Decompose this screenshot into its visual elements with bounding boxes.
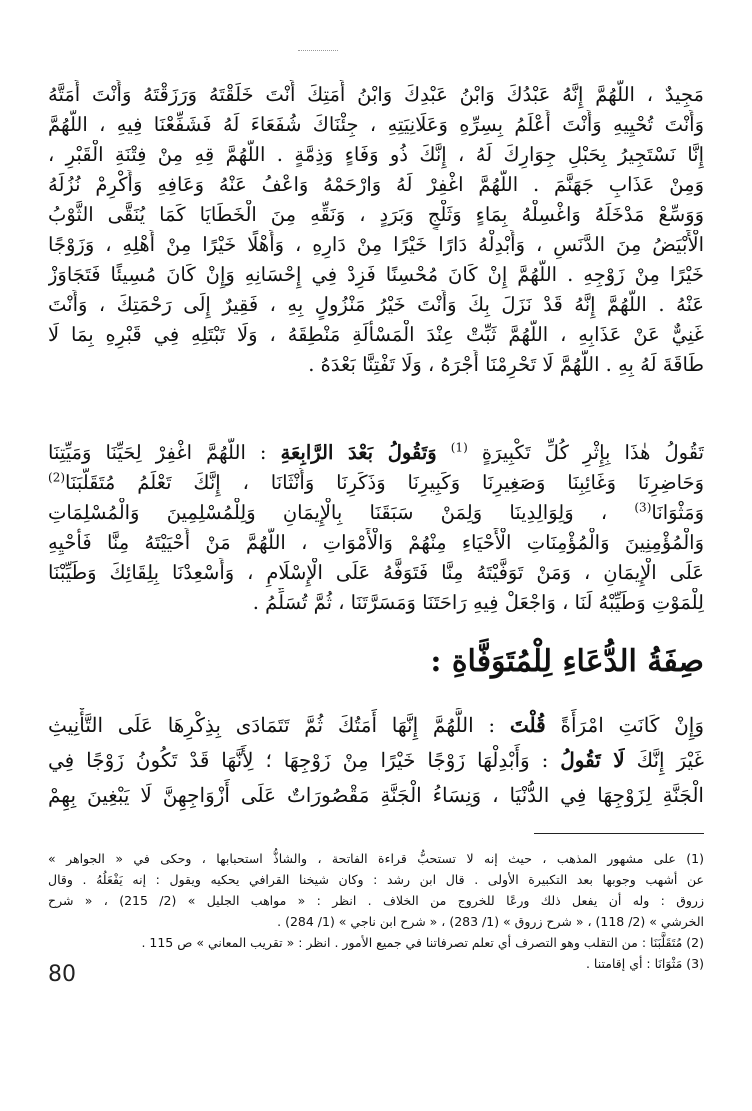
text-line: وَوَسِّعْ مَدْخَلَهُ وَاغْسِلْهُ بِمَاءٍ وَثَلْجٍ وَبَرَدٍ ، وَنَقِّهِ مِنَ الْخَطَايَا كَمَا يُنَقَّى الثَّوْبُ: [48, 203, 704, 226]
text-line: [48, 743, 704, 778]
footnote-line: عن أشهب وجوبها بعد التكبيرة الأولى . قال ابن رشد : وكان شيخنا القرافي يحكيه ويقول : إنه يَفْعَلُهُ . وقال: [48, 872, 704, 887]
text-line: خَيْرًا مِنْ زَوْجِهِ . اللَّهُمَّ إِنْ كَانَ مُحْسِنًا فَزِدْ فِي إِحْسَانِهِ وَإِنْ كَانَ مُسِيئًا فَتَجَاوَزْ: [48, 263, 704, 286]
text-line: عَنْهُ . اللَّهُمَّ إِنَّهُ قَدْ نَزَلَ بِكَ وَأَنْتَ خَيْرُ مَنْزُولٍ بِهِ ، فَقِيرٌ إِلَى رَحْمَتِكَ ، وَأَنْتَ: [48, 293, 704, 316]
text-line: [48, 468, 704, 498]
footnote-ref-2: (2): [48, 470, 66, 485]
text-line: [48, 498, 704, 528]
footnote-ref-1: (1): [450, 440, 468, 455]
text-line: لِلْمَوْتِ وَطَيِّبْهُ لَنَا ، وَاجْعَلْ فِيهِ رَاحَتَنَا وَمَسَرَّتَنَا ، ثُمَّ تُسَلِّمُ .: [252, 591, 704, 614]
text-segment: : اللَّهُمَّ إِنَّهَا أَمَتُكَ ثُمَّ تَتَمَادَى بِذِكْرِهَا عَلَى التَّأْنِيثِ: [48, 713, 496, 737]
section-heading: صِفَةُ الدُّعَاءِ لِلْمُتَوَفَّاةِ :: [430, 644, 704, 679]
footnote-line: (1) على مشهور المذهب ، حيث إنه لا تستحبُّ قراءة الفاتحة ، والشاذُّ استحبابها ، وحكى في « الجواهر »: [48, 851, 704, 866]
text-segment: غَيْرَ إِنَّكَ: [636, 748, 704, 772]
text-segment: : وَأَبْدِلْهَا زَوْجًا خَيْرًا مِنْ زَوْجِهَا ؛ لِأَنَّهَا قَدْ تَكُونُ زَوْجًا فِي: [48, 748, 549, 772]
text-segment: وَمَثْوَانَا: [651, 501, 704, 524]
text-line: طَاقَةَ لَهُ بِهِ . اللَّهُمَّ لَا تَحْرِمْنَا أَجْرَهُ ، وَلَا تَفْتِنَّا بَعْدَهُ .: [308, 353, 704, 376]
footnote-divider: [534, 833, 704, 834]
bold-phrase: قُلْتَ: [509, 713, 546, 737]
after-fourth-takbir-paragraph: [48, 438, 704, 618]
bold-phrase: وَتَقُولُ بَعْدَ الرَّابِعَةِ: [280, 441, 437, 464]
text-segment: : اللَّهُمَّ اغْفِرْ لِحَيِّنَا وَمَيِّتِنَا: [48, 441, 267, 464]
text-line: الْأَبْيَضُ مِنَ الدَّنَسِ ، وَأَبْدِلْهُ دَارًا خَيْرًا مِنْ دَارِهِ ، وَأَهْلًا خَيْرًا مِنْ أَهْلِهِ ، وَزَوْجًا: [48, 233, 704, 256]
footnote-line: زروق : وله أن يفعل ذلك ورعًا للخروج من الخلاف . انظر : « مواهب الجليل » (2/ 215) ، « شرح: [48, 893, 704, 908]
text-segment: تَقُولُ هٰذَا بِإِثْرِ كُلِّ تَكْبِيرَةٍ: [481, 441, 704, 464]
text-segment: ، وَلِوَالِدِينَا وَلِمَنْ سَبَقَنَا بِالْإِيمَانِ وَلِلْمُسْلِمِينَ وَالْمُسْلِمَاتِ: [48, 501, 608, 524]
bold-phrase: لَا تَقُولُ: [560, 748, 625, 772]
footnote-ref-3: (3): [634, 500, 652, 515]
text-line: وَأَنْتَ تُحْيِيهِ وَأَنْتَ أَعْلَمُ بِسِرِّهِ وَعَلَانِيَتِهِ ، جِئْنَاكَ شُفَعَاءَ لَهُ فَشَفِّعْنَا فِيهِ ، اللَّهُمَّ: [48, 113, 704, 136]
footnote-line: الخرشي » (2/ 118) ، « شرح زروق » (1/ 283) ، « شرح ابن ناجي » (1/ 284) .: [277, 914, 704, 929]
top-dotted-mark: [298, 50, 338, 52]
text-line: وَالْمُؤْمِنِينَ وَالْمُؤْمِنَاتِ الْأَحْيَاءِ مِنْهُمْ وَالْأَمْوَاتِ ، اللَّهُمَّ مَنْ أَحْيَيْتَهُ مِنَّا فَأَحْيِهِ: [48, 531, 704, 554]
page-number: 80: [48, 962, 76, 987]
text-line: وَمِنْ عَذَابِ جَهَنَّمَ . اللَّهُمَّ اغْفِرْ لَهُ وَارْحَمْهُ وَاعْفُ عَنْهُ وَعَافِهِ وَأَكْرِمْ نُزُلَهُ: [48, 173, 704, 196]
book-page: [48, 40, 704, 1080]
prayer-paragraph: [48, 80, 704, 380]
text-segment: وَحَاضِرِنَا وَغَائِبِنَا وَصَغِيرِنَا وَكَبِيرِنَا وَذَكَرِنَا وَأُنْثَانَا ، إِنَّكَ تَعْلَمُ مُتَقَلَّبَنَا: [65, 471, 704, 494]
text-line: عَلَى الْإِيمَانِ ، وَمَنْ تَوَفَّيْتَهُ مِنَّا فَتَوَفَّهُ عَلَى الْإِسْلَامِ ، وَأَسْعِدْنَا بِلِقَائِكَ وَطَيِّبْنَا: [48, 561, 704, 584]
footnotes: [48, 848, 704, 974]
text-line: الْجَنَّةِ لِزَوْجِهَا فِي الدُّنْيَا ، وَنِسَاءُ الْجَنَّةِ مَقْصُورَاتٌ عَلَى أَزْوَاجِهِنَّ لَا يَبْغِينَ بِهِمْ: [48, 783, 704, 807]
text-line: [48, 438, 704, 468]
text-line: مَجِيدٌ ، اللَّهُمَّ إِنَّهُ عَبْدُكَ وَابْنُ عَبْدِكَ وَابْنُ أَمَتِكَ أَنْتَ خَلَقْتَهُ وَرَزَقْتَهُ وَأَنْتَ أَمَتَّهُ: [48, 83, 704, 106]
text-segment: وَإِنْ كَانَتِ امْرَأَةً: [560, 713, 704, 737]
footnote-line: (3) مَثْوَانَا : أي إقامتنا .: [585, 956, 704, 971]
text-line: غَنِيٌّ عَنْ عَذَابِهِ ، اللَّهُمَّ ثَبِّتْ عِنْدَ الْمَسْأَلَةِ مَنْطِقَهُ ، وَلَا تَبْتَلِهِ فِي قَبْرِهِ بِمَا لَا: [48, 323, 704, 346]
footnote-line: (2) مُتَقَلَّبَنَا : من التقلب وهو التصرف أي تعلم تصرفاتنا في جميع الأمور . انظر : « تقريب المعاني » ص 115 .: [141, 935, 704, 950]
text-line: [48, 708, 704, 743]
text-line: إِنَّا نَسْتَجِيرُ بِحَبْلِ جِوَارِكَ لَهُ ، إِنَّكَ ذُو وَفَاءٍ وَذِمَّةٍ . اللَّهُمَّ قِهِ مِنْ فِتْنَةِ الْقَبْرِ ،: [48, 143, 704, 166]
female-deceased-paragraph: [48, 708, 704, 813]
